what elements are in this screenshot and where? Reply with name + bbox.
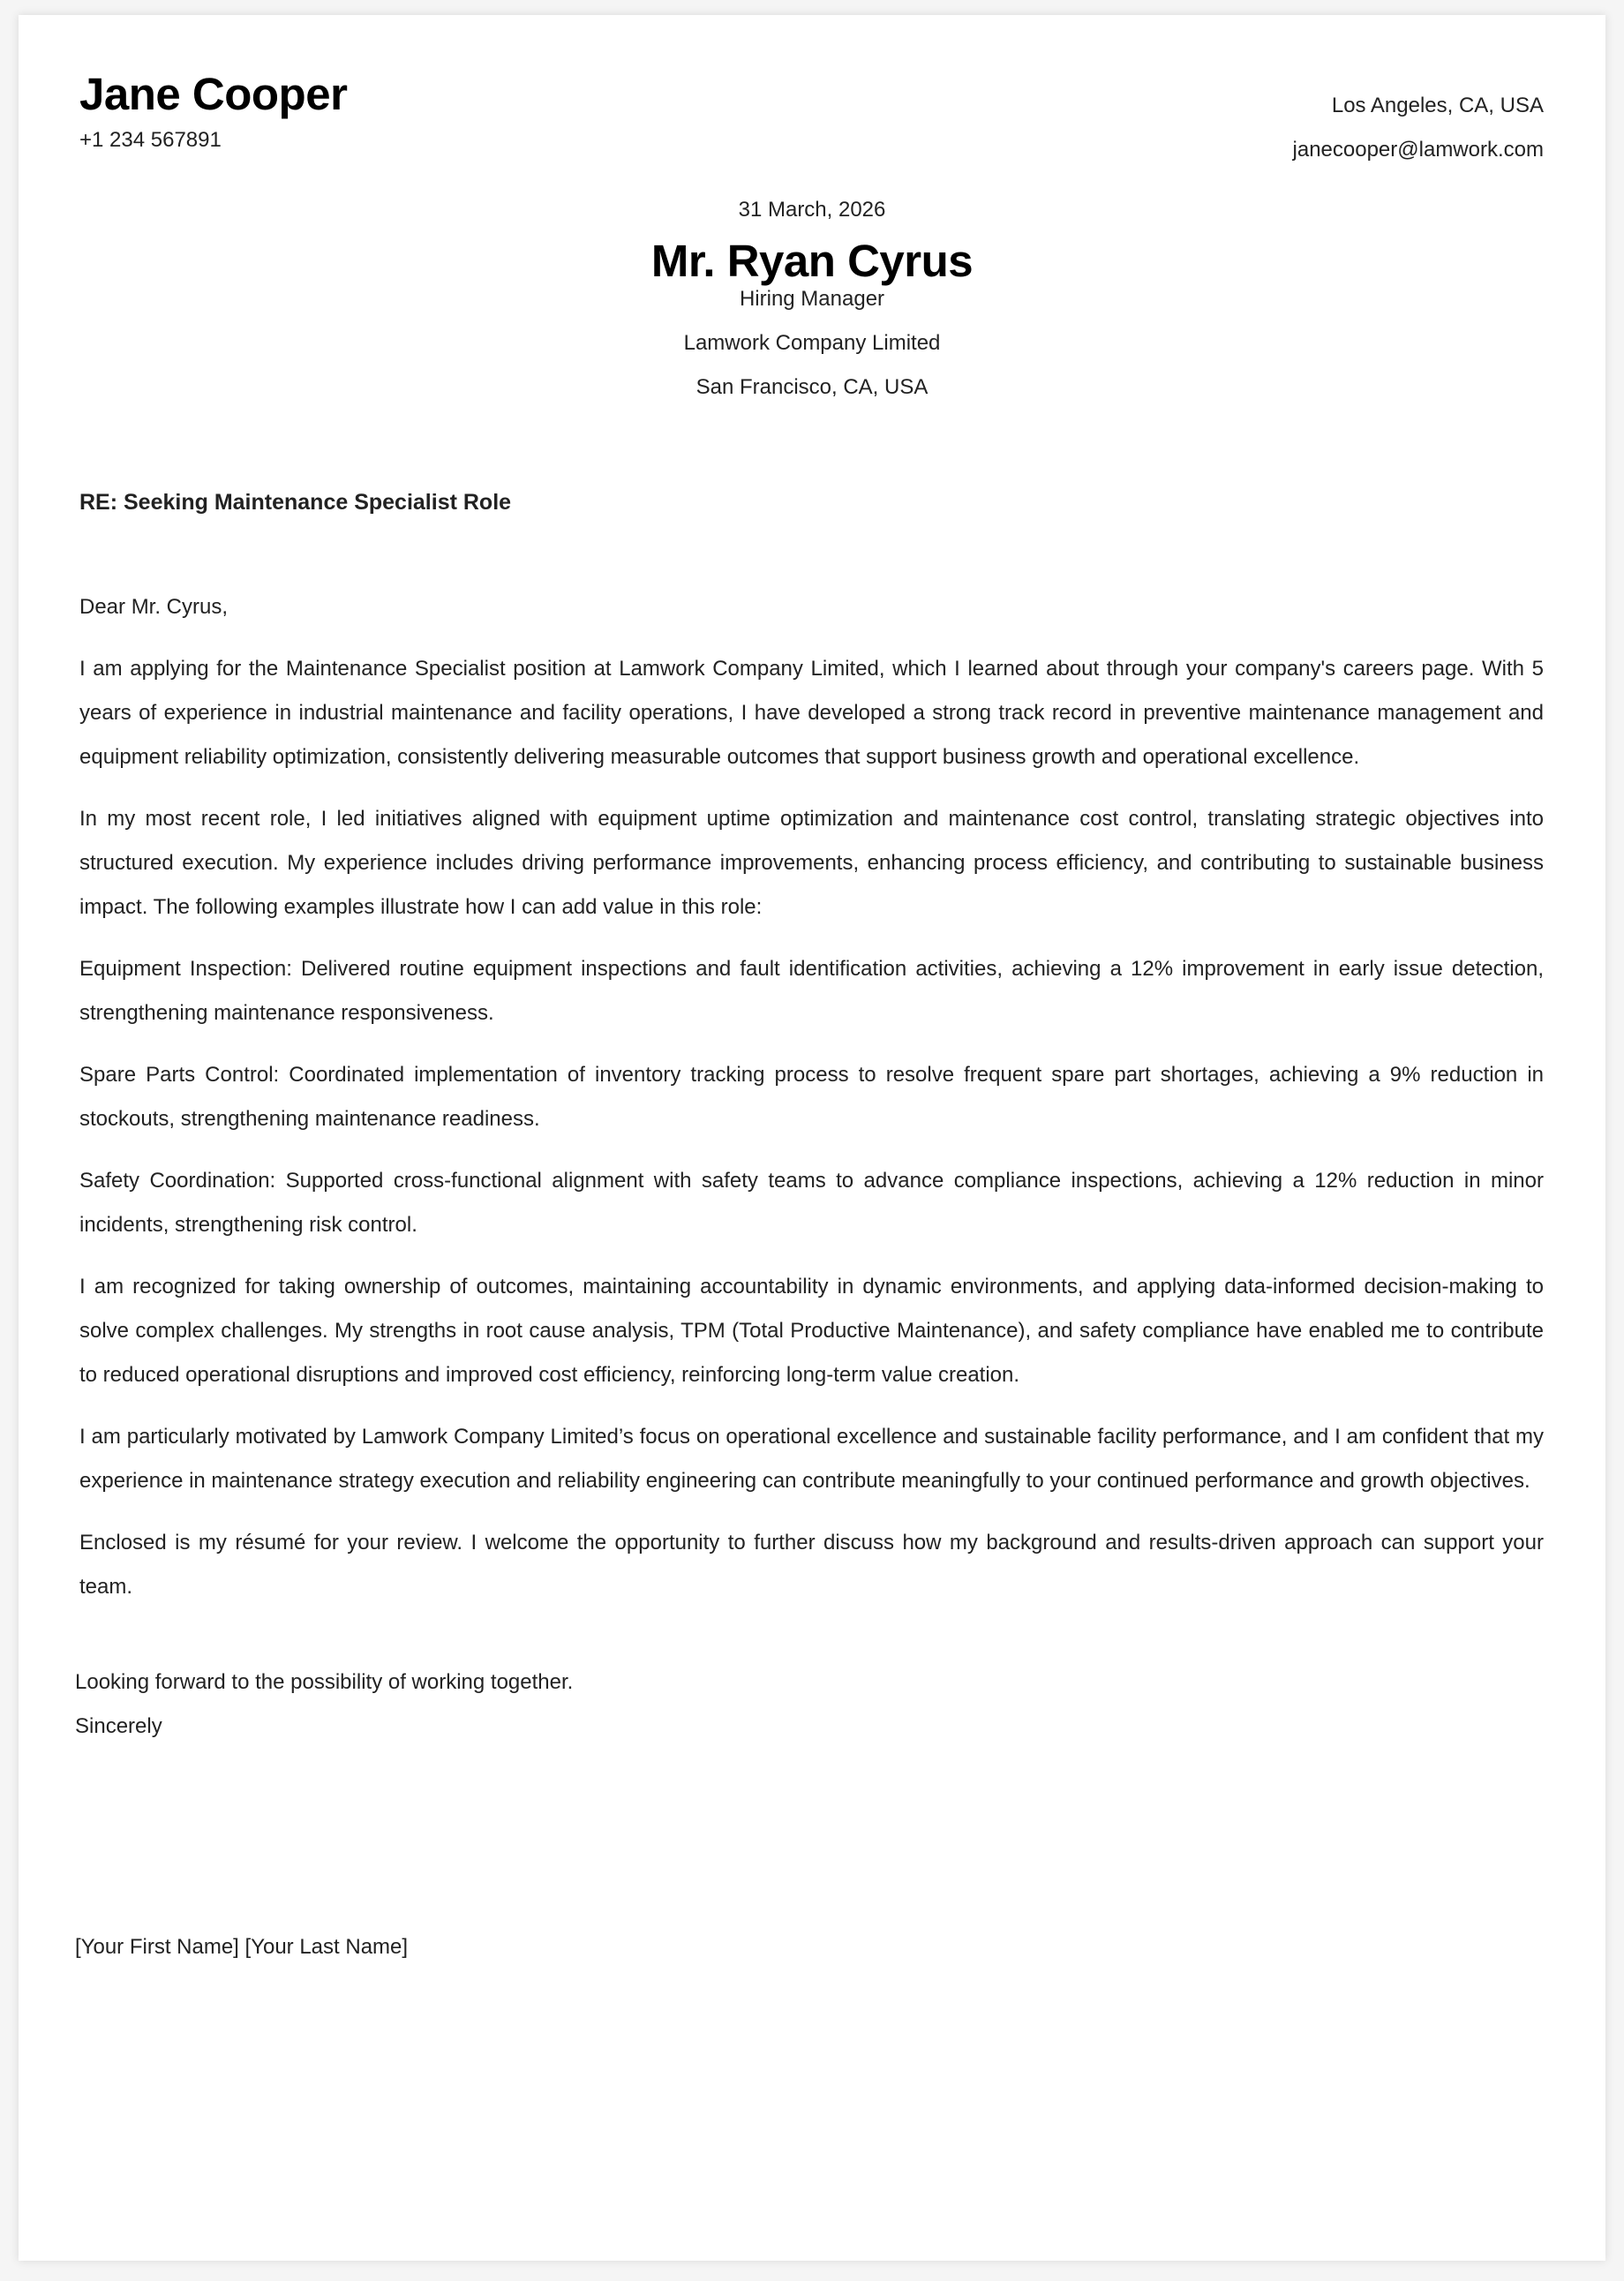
body-paragraph: In my most recent role, I led initiatives aligned with equipment uptime optimization and maintenance cost control, translating strategic objectives into structured execution. My experience includes driving performance improvements, enhancing process efficiency, and contributing to sustainable business impact. The following examples illustrate how I can add value in this role: [79,807,1544,919]
sender-phone: +1 234 567891 [79,128,222,152]
subject-line: RE: Seeking Maintenance Specialist Role [79,490,512,515]
body-paragraph: I am applying for the Maintenance Specialist position at Lamwork Company Limited, which I learned about through your company's careers page. With 5 years of experience in industrial maintenance and facility operations, I have developed a strong track record in preventive maintenance management and equipment reliability optimization, consistently delivering measurable outcomes that support business growth and operational excellence. [79,657,1544,769]
body-paragraph: Equipment Inspection: Delivered routine equipment inspections and fault identification activities, achieving a 12% improvement in early issue detection, strengthening maintenance responsiveness. [79,957,1544,1025]
sender-email: janecooper@lamwork.com [1292,138,1544,162]
signature-name: [Your First Name] [Your Last Name] [75,1935,409,1959]
sender-name: Jane Cooper [79,69,348,119]
body-paragraph: I am recognized for taking ownership of outcomes, maintaining accountability in dynamic environments, and applying data-informed decision-making to solve complex challenges. My strengths in root cause analysis, TPM (Total Productive Maintenance), and safety compliance have enabled me to contribute to reduced operational disruptions and improved cost efficiency, reinforcing long-term value creation. [79,1275,1544,1387]
recipient-block [19,188,1605,410]
closing-line: Looking forward to the possibility of working together. [75,1670,574,1694]
closing-block [75,1660,573,1749]
body-paragraph: Spare Parts Control: Coordinated implementation of inventory tracking process to resolve frequent spare part shortages, achieving a 9% reduction in stockouts, strengthening maintenance readiness. [79,1063,1544,1131]
letter-body [79,585,1544,1627]
sender-location: Los Angeles, CA, USA [1331,94,1544,117]
body-paragraph: Enclosed is my résumé for your review. I welcome the opportunity to further discuss how my background and results-driven approach can support your team. [79,1531,1544,1599]
letter-page [19,15,1605,2261]
body-paragraph: I am particularly motivated by Lamwork Company Limited’s focus on operational excellence and sustainable facility performance, and I am confident that my experience in maintenance strategy execution and reliability engineering can contribute meaningfully to your continued performance and growth objectives. [79,1425,1544,1493]
salutation: Dear Mr. Cyrus, [79,595,229,619]
recipient-name: Mr. Ryan Cyrus [650,236,974,286]
sender-contact [1293,84,1544,172]
recipient-company: Lamwork Company Limited [683,331,941,356]
letter-date: 31 March, 2026 [738,198,886,222]
recipient-location: San Francisco, CA, USA [695,375,929,400]
closing-sign-off: Sincerely [75,1714,162,1738]
body-paragraph: Safety Coordination: Supported cross-functional alignment with safety teams to advance compliance inspections, achieving a 12% reduction in minor incidents, strengthening risk control. [79,1169,1544,1237]
recipient-title: Hiring Manager [739,287,885,312]
